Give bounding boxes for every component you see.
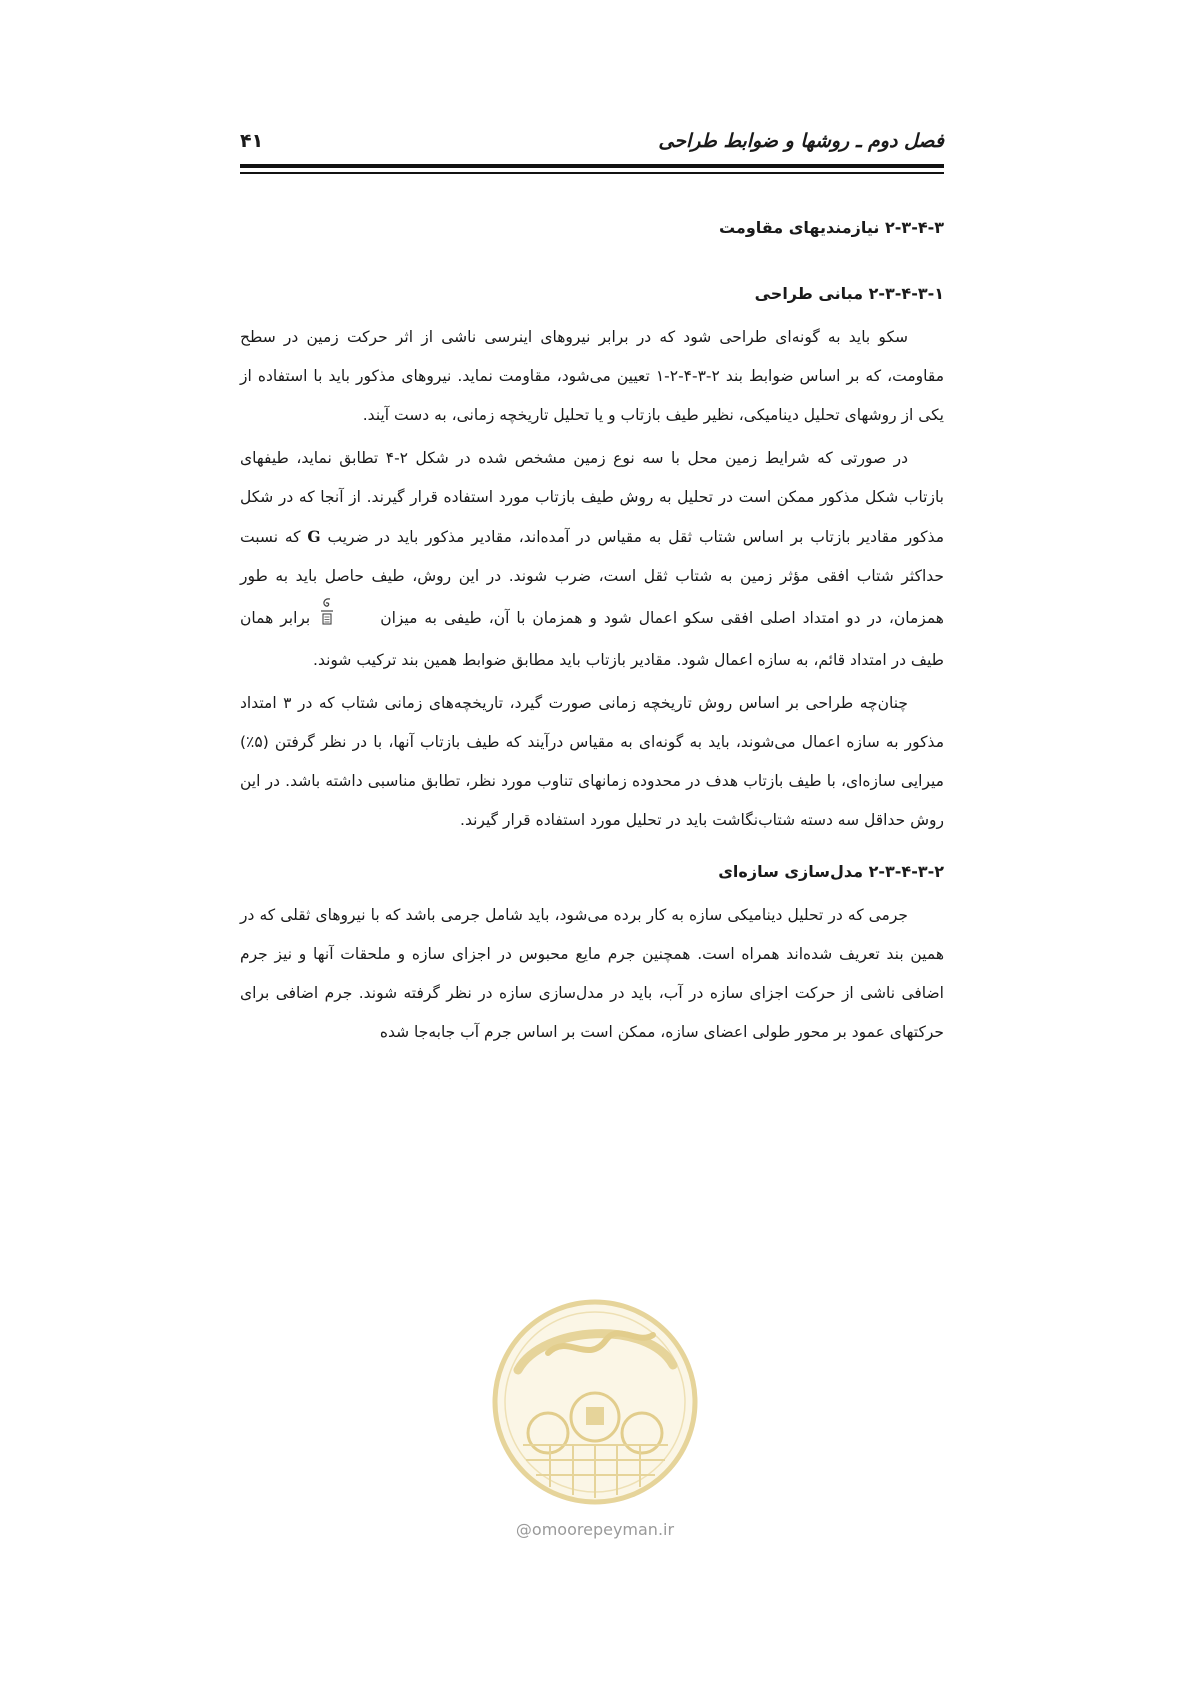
chapter-title: فصل دوم ـ روشها و ضوابط طراحی <box>658 130 944 152</box>
paragraph: سکو باید به گونه‌ای طراحی شود که در برابر نیروهای اینرسی ناشی از اثر حرکت زمین در سطح مقاومت، که بر اساس ضوابط بند ۲-۳-۴-۲-۱ تعیین می‌شود، مقاومت نماید. نیروهای مذکور باید با استفاده از یکی از روشهای تحلیل دینامیکی، نظیر طیف بازتاب و یا تحلیل تاریخچه زمانی، به دست آیند. <box>240 328 945 424</box>
paragraph <box>240 439 944 680</box>
paragraph: جرمی که در تحلیل دینامیکی سازه به کار برده می‌شود، باید شامل جرمی باشد که با نیروهای ثقلی که در همین بند تعریف شده‌اند همراه است. همچنین جرم مایع محبوس در اجزای سازه و ملحقات آنها و نیز جرم اضافی ناشی از حرکت اجزای سازه در آب، باید در مدل‌سازی سازه در نظر گرفته شوند. جرم اضافی برای حرکتهای عمود بر محور طولی اعضای سازه، ممکن است بر اساس جرم آب جابه‌جا شده <box>240 906 944 1041</box>
paragraph-text: که نسبت حداکثر شتاب افقی مؤثر زمین به شتاب ثقل است، ضرب شوند. در این روش، طیف حاصل باید به طور همزمان، در دو امتداد اصلی افقی سکو اعمال شود و همزمان با آن، طیفی به میزان <box>240 528 944 627</box>
page-body <box>240 210 944 1056</box>
paragraph-text: برابر همان طیف در امتداد قائم، به سازه اعمال شود. مقادیر بازتاب باید مطابق ضوابط همین بند ترکیب شوند. <box>240 609 944 669</box>
watermark-url: @omoorepeyman.ir <box>515 1520 675 1539</box>
coefficient-symbol: G <box>307 527 321 546</box>
page-number: ۴۱ <box>240 130 264 152</box>
paragraph: چنان‌چه طراحی بر اساس روش تاریخچه زمانی صورت گیرد، تاریخچه‌های زمانی شتاب که در ۳ امتداد مذکور به سازه اعمال می‌شوند، باید به گونه‌ای به مقیاس درآیند که طیف بازتاب آنها، با در نظر گرفتن (۵٪) میرایی سازه‌ای، با طیف بازتاب هدف در محدوده زمانهای تناوب مورد نظر، تطابق مناسبی داشته باشد. در این روش حداقل سه دسته شتاب‌نگاشت باید در تحلیل مورد استفاده قرار گیرند. <box>240 694 944 829</box>
section-heading: ۲-۳-۴-۳ نیازمندیهای مقاومت <box>718 218 944 237</box>
page-header <box>240 118 944 166</box>
watermark-logo <box>488 1295 703 1510</box>
header-rule-thick <box>240 164 944 168</box>
header-rule-thin <box>240 172 944 174</box>
paragraph-text: در صورتی که شرایط زمین محل با سه نوع زمین مشخص شده در شکل ۲-۴ تطابق نماید، طیفهای بازتاب شکل مذکور ممکن است در تحلیل به روش طیف بازتاب مورد استفاده قرار گیرند. از آنجا که در شکل مذکور مقادیر بازتاب بر اساس شتاب ثقل به مقیاس در آمده‌اند، مقادیر مذکور باید در ضریب <box>240 449 945 546</box>
subsection-heading-structural-modeling: ۲-۳-۴-۳-۲ مدل‌سازی سازه‌ای <box>718 862 944 881</box>
subsection-heading-design-basis: ۲-۳-۴-۳-۱ مبانی طراحی <box>754 284 944 303</box>
fraction-image-icon <box>320 596 370 641</box>
